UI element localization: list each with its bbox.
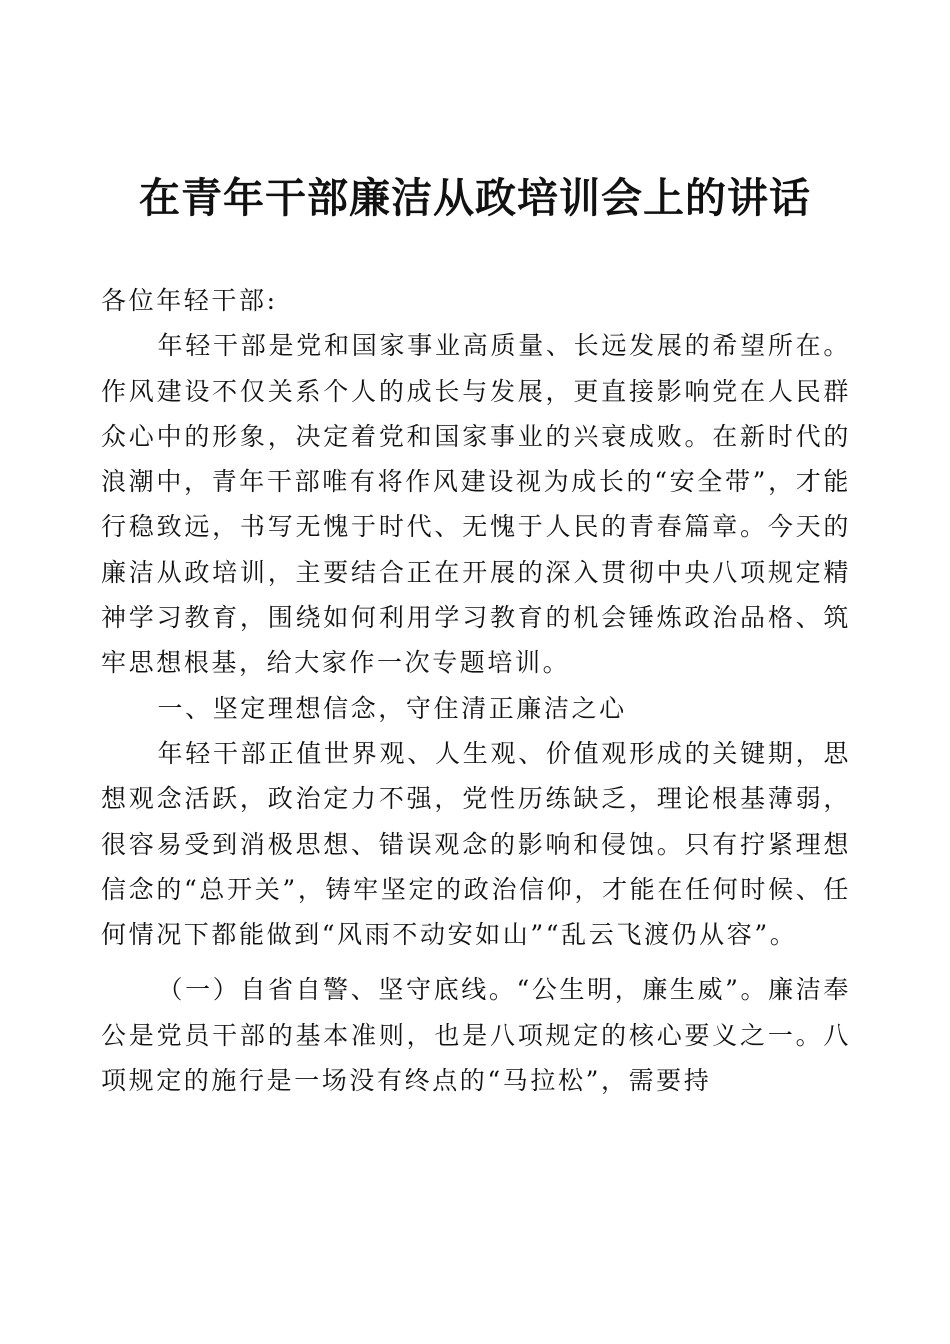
salutation: 各位年轻干部:: [101, 286, 278, 315]
document-body: [101, 278, 851, 1103]
document-title: 在青年干部廉洁从政培训会上的讲话: [139, 174, 811, 222]
subsection-paragraph: （一）自省自警、坚守底线。“公生明，廉生威”。廉洁奉公是党员干部的基本准则，也是八项规定的核心要义之一。八项规定的施行是一场没有终点的“马拉松”，需要持: [101, 975, 851, 1096]
section-heading: 一、坚定理想信念，守住清正廉洁之心: [157, 693, 627, 723]
intro-paragraph: 年轻干部是党和国家事业高质量、长远发展的希望所在。作风建设不仅关系个人的成长与发展，更直接影响党在人民群众心中的形象，决定着党和国家事业的兴衰成败。在新时代的浪潮中，青年干部唯有将作风建设视为成长的“安全带”，才能行稳致远，书写无愧于时代、无愧于人民的青春篇章。今天的廉洁从政培训，主要结合正在开展的深入贯彻中央八项规定精神学习教育，围绕如何利用学习教育的机会锤炼政治品格、筑牢思想根基，给大家作一次专题培训。: [101, 331, 851, 678]
section-paragraph: 年轻干部正值世界观、人生观、价值观形成的关键期，思想观念活跃，政治定力不强，党性历练缺乏，理论根基薄弱，很容易受到消极思想、错误观念的影响和侵蚀。只有拧紧理想信念的“总开关”，铸牢坚定的政治信仰，才能在任何时候、任何情况下都能做到“风雨不动安如山”“乱云飞渡仍从容”。: [101, 738, 851, 950]
